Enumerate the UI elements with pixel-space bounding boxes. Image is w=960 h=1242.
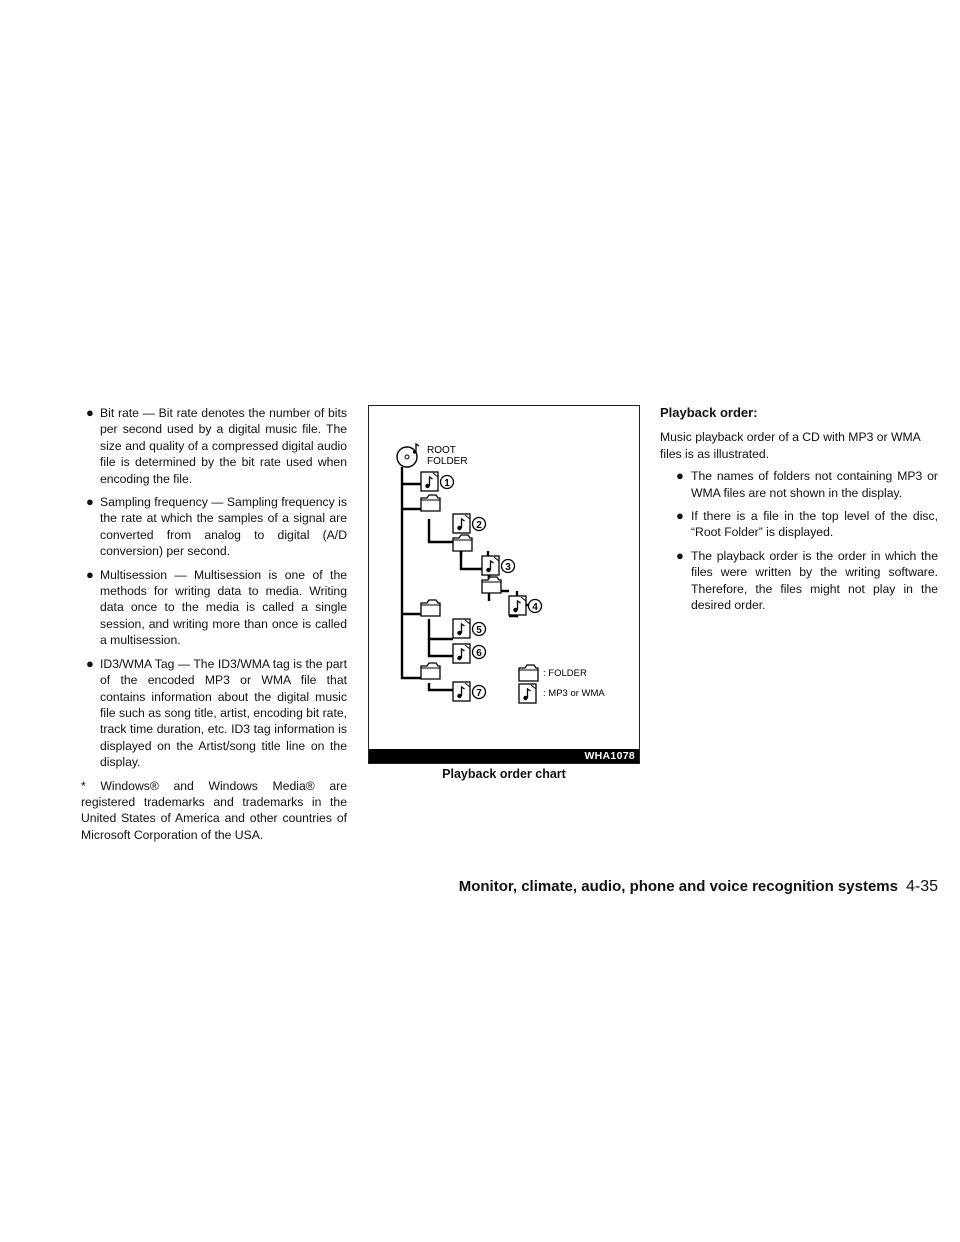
bullet-icon: ● (676, 547, 684, 563)
root-label-line1: ROOT (427, 445, 456, 456)
footer-section-title: Monitor, climate, audio, phone and voice recognition systems (458, 878, 898, 895)
legend-file-icon (519, 684, 536, 703)
legend-folder-icon (519, 665, 538, 681)
order-number: 6 (476, 648, 482, 659)
folder-icon (421, 495, 440, 511)
left-column (81, 405, 347, 843)
file-icon (453, 682, 470, 701)
bullet-icon: ● (86, 405, 94, 420)
file-icon (509, 596, 526, 615)
file-icon (421, 472, 438, 491)
trademark-note: * Windows® and Windows Media® are registered trademarks and trademarks in the United States of America and other countries of Microsoft Corporation of the USA. (81, 778, 347, 842)
bullet-icon: ● (676, 508, 684, 524)
cd-icon (397, 444, 419, 467)
root-label-line2: FOLDER (427, 456, 468, 467)
file-icon (453, 644, 470, 663)
folder-icon (482, 577, 501, 593)
bullet-icon: ● (86, 566, 94, 582)
bullet-icon: ● (86, 655, 94, 671)
definitions-list (81, 405, 347, 771)
file-icon (453, 514, 470, 533)
bullet-icon: ● (676, 468, 684, 484)
list-item: ● Bit rate — Bit rate denotes the number of bits per second used by a digital music file. The size and quality of a compressed digital audio file is determined by the bit rate used when encoding the file. (86, 405, 347, 486)
order-number: 7 (476, 688, 482, 699)
order-number: 2 (476, 520, 482, 531)
legend-folder-label: : FOLDER (543, 668, 587, 679)
playback-order-figure (368, 405, 640, 764)
order-number: 5 (476, 625, 482, 636)
page-footer (459, 878, 938, 896)
intro-paragraph: Music playback order of a CD with MP3 or WMA files is as illustrated. (660, 430, 921, 461)
list-item: ● Sampling frequency — Sampling frequency is the rate at which the samples of a signal are converted from analog to digital (A/D conversion) per second. (86, 494, 347, 559)
legend-file-label: : MP3 or WMA (543, 688, 605, 699)
folder-icon (421, 600, 440, 616)
list-item: ● The names of folders not containing MP3 or WMA files are not shown in the display. (676, 468, 938, 500)
figure-caption: Playback order chart (442, 767, 566, 781)
file-icon (453, 619, 470, 638)
list-item: ● If there is a file in the top level of the disc, “Root Folder” is displayed. (676, 508, 938, 540)
playback-notes-list (660, 468, 938, 613)
folder-icon (453, 535, 472, 551)
figure-code: WHA1078 (369, 749, 639, 763)
order-number: 3 (505, 562, 511, 573)
order-number: 1 (444, 478, 450, 489)
page-number: 4-35 (905, 878, 938, 895)
folder-tree-diagram (369, 406, 639, 749)
bullet-icon: ● (86, 494, 94, 510)
folder-icon (421, 663, 440, 679)
order-number: 4 (532, 602, 538, 613)
file-icon (482, 556, 499, 575)
list-item: ● The playback order is the order in which the files were written by the writing software. Therefore, the files might not play in the desired order. (676, 547, 938, 613)
list-item: ● ID3/WMA Tag — The ID3/WMA tag is the part of the encoded MP3 or WMA file that contains information about the digital music file such as song title, artist, encoding bit rate, track time duration, etc. ID3 tag information is displayed on the Artist/song title line on the display. (86, 655, 347, 770)
list-item: ● Multisession — Multisession is one of the methods for writing data to media. Writing data once to the media is called a single session, and writing more than once is called a multisession. (86, 566, 347, 648)
section-heading: Playback order: (660, 405, 758, 420)
right-column (660, 405, 938, 620)
